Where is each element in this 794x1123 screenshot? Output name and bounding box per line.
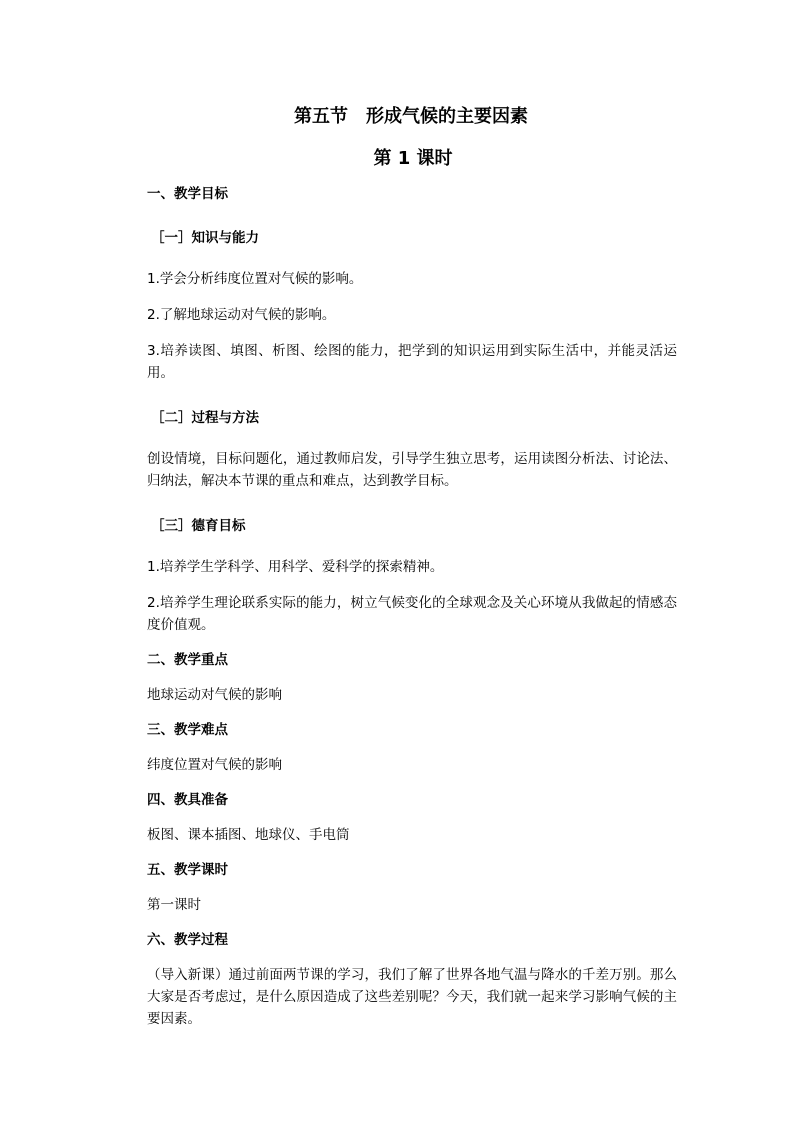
difficulties-text: 纬度位置对气候的影响 [147, 757, 282, 773]
moral-item-2: 2.培养学生理论联系实际的能力，树立气候变化的全球观念及关心环境从我做起的情感态度价值观。 [147, 595, 677, 633]
subsection-heading-knowledge: ［一］知识与能力 [151, 230, 259, 246]
section-heading-teaching-goals: 一、教学目标 [147, 186, 228, 202]
section-heading-difficulties: 三、教学难点 [147, 722, 228, 738]
key-points-text: 地球运动对气候的影响 [147, 687, 282, 703]
document-body [147, 104, 677, 1030]
goal-item-3: 3.培养读图、填图、析图、绘图的能力，把学到的知识运用到实际生活中，并能灵活运用。 [147, 343, 677, 381]
goal-item-1: 1.学会分析纬度位置对气候的影响。 [147, 271, 363, 287]
subsection-heading-moral: ［三］德育目标 [151, 518, 246, 534]
subsection-heading-process: ［二］过程与方法 [151, 410, 259, 426]
process-text: 创设情境，目标问题化，通过教师启发，引导学生独立思考，运用读图分析法、讨论法、归纳法，解决本节课的重点和难点，达到教学目标。 [147, 451, 677, 489]
document-subtitle: 第 1 课时 [373, 148, 453, 169]
document-title: 第五节 形成气候的主要因素 [294, 106, 528, 127]
moral-item-1: 1.培养学生学科学、用科学、爱科学的探索精神。 [147, 559, 444, 575]
section-heading-materials: 四、教具准备 [147, 792, 228, 808]
goal-item-2: 2.了解地球运动对气候的影响。 [147, 307, 336, 323]
procedure-text: （导入新课）通过前面两节课的学习，我们了解了世界各地气温与降水的千差万别。那么大家是否考虑过，是什么原因造成了这些差别呢？今天，我们就一起来学习影响气候的主要因素。 [147, 967, 677, 1027]
section-heading-key-points: 二、教学重点 [147, 652, 228, 668]
section-heading-procedure: 六、教学过程 [147, 932, 228, 948]
materials-text: 板图、课本插图、地球仪、手电筒 [147, 827, 350, 843]
periods-text: 第一课时 [147, 897, 201, 913]
section-heading-periods: 五、教学课时 [147, 862, 228, 878]
